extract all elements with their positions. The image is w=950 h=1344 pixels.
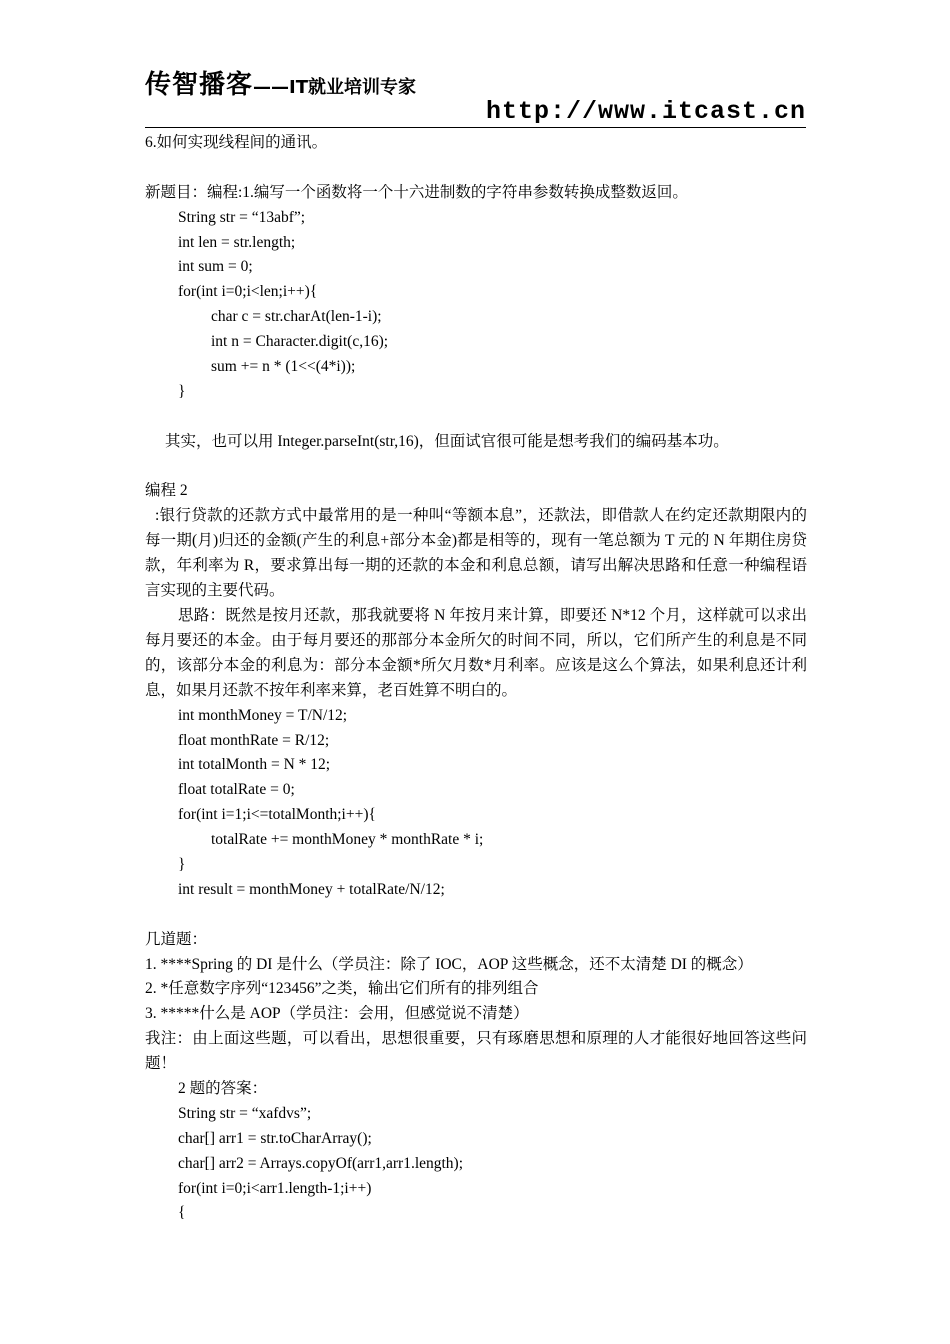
code-line: int len = str.length;: [178, 233, 296, 251]
several-questions-title: 几道题：: [145, 930, 208, 948]
brand-tagline: ——IT就业培训专家: [253, 77, 416, 98]
code-line: for(int i=0;i<arr1.length-1;i++): [178, 1179, 372, 1197]
programming-2-title: 编程 2: [145, 482, 188, 500]
code-block-permutation: [145, 1102, 807, 1226]
code-line: for(int i=1;i<=totalMonth;i++){: [178, 806, 376, 824]
code-line: String str = “xafdvs”;: [178, 1104, 312, 1122]
question-6: 6.如何实现线程间的通讯。: [145, 134, 328, 151]
code-line: float totalRate = 0;: [178, 781, 295, 799]
brand-name: 传智播客: [145, 70, 254, 100]
code-line: int result = monthMoney + totalRate/N/12;: [178, 880, 445, 898]
site-url[interactable]: http://www.itcast.cn: [485, 97, 806, 126]
code-line: char[] arr1 = str.toCharArray();: [178, 1129, 372, 1147]
parseint-note: 其实，也可以用 Integer.parseInt(str,16)，但面试官很可能是想考我们的编码基本功。: [165, 432, 729, 450]
code-line: for(int i=0;i<len;i++){: [178, 283, 318, 301]
programming-2-approach: 思路：既然是按月还款，那我就要将 N 年按月来计算，即要还 N*12 个月，这样就可以求出每月要还的本金。由于每月要还的那部分本金所欠的时间不同，所以，它们所产生的利息是不同的，该部分本金的利息为：部分本金额*所欠月数*月利率。应该是这么个算法，如果利息还计利息，如果月还款不按年利率来算，老百姓算不明白的。: [145, 606, 807, 699]
code-line: int totalMonth = N * 12;: [178, 756, 331, 774]
programming-2-description: :银行贷款的还款方式中最常用的是一种叫“等额本息”，还款法，即借款人在约定还款期限内的每一期(月)归还的金额(产生的利息+部分本金)都是相等的，现有一笔总额为 T 元的 N 年期住房贷款，年利率为 R，要求算出每一期的还款的本金和利息总额，请写出解决思路和任意一种编程语言实现的主要代码。: [145, 507, 807, 600]
question-item: 2. *任意数字序列“123456”之类，输出它们所有的排列组合: [145, 980, 539, 998]
brand-header: [145, 64, 416, 101]
code-line: int monthMoney = T/N/12;: [178, 706, 348, 724]
code-block-loan: [145, 704, 807, 903]
question-item: 1. ****Spring 的 DI 是什么（学员注：除了 IOC，AOP 这些概念，还不太清楚 DI 的概念）: [145, 955, 753, 973]
header-divider: [145, 127, 806, 128]
code-line: char c = str.charAt(len-1-i);: [211, 308, 382, 326]
code-line: int n = Character.digit(c,16);: [211, 333, 389, 351]
document-body: [145, 131, 807, 1226]
question-item: 3. *****什么是 AOP（学员注：会用，但感觉说不清楚）: [145, 1005, 529, 1023]
code-line: }: [178, 382, 186, 400]
code-line: char[] arr2 = Arrays.copyOf(arr1,arr1.length);: [178, 1154, 464, 1172]
code-line: float monthRate = R/12;: [178, 731, 330, 749]
code-line: {: [178, 1204, 186, 1222]
code-line: }: [178, 855, 186, 873]
code-line: String str = “13abf”;: [178, 208, 306, 226]
code-line: int sum = 0;: [178, 258, 253, 276]
author-note: 我注：由上面这些题，可以看出，思想很重要，只有琢磨思想和原理的人才能很好地回答这些问题！: [145, 1030, 807, 1073]
code-block-hex: [145, 206, 807, 405]
code-line: sum += n * (1<<(4*i));: [211, 358, 356, 376]
answer-2-title: 2 题的答案：: [178, 1080, 268, 1097]
new-question-title: 新题目：编程:1.编写一个函数将一个十六进制数的字符串参数转换成整数返回。: [145, 183, 688, 201]
code-line: totalRate += monthMoney * monthRate * i;: [211, 831, 484, 849]
